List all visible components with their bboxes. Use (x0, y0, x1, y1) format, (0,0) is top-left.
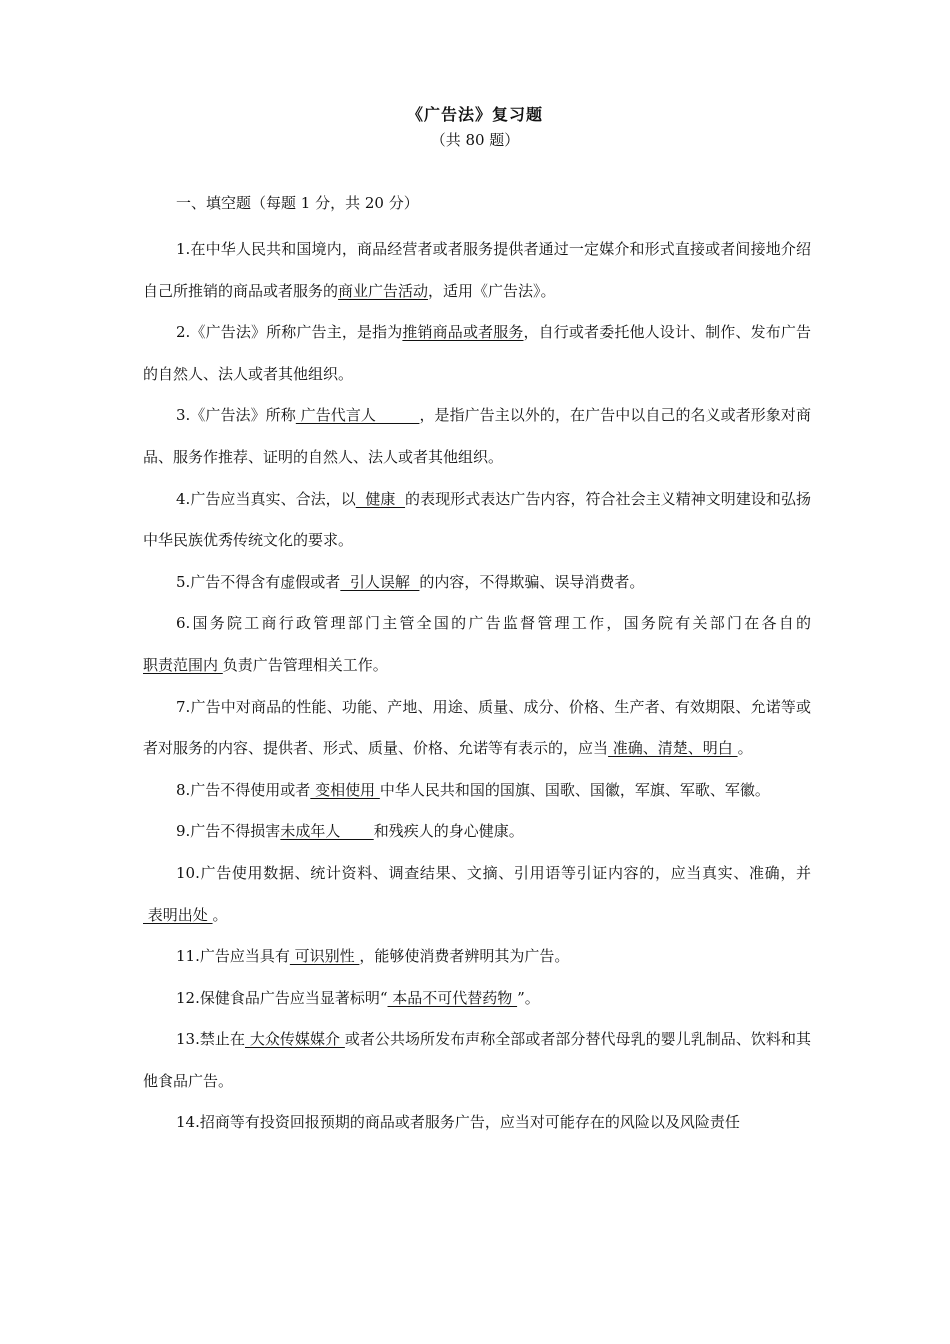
question-item (143, 853, 811, 936)
question-text: 。 (737, 739, 753, 758)
question-text: 10.广告使用数据、统计资料、调查结果、文摘、引用语等引证内容的，应当真实、准确，并 (176, 863, 811, 882)
question-item (143, 562, 811, 604)
question-item (143, 395, 811, 478)
question-text: 3.《广告法》所称 (176, 406, 296, 425)
question-text: 5.广告不得含有虚假或者 (176, 572, 341, 591)
question-item (143, 229, 811, 312)
question-text: 9.广告不得损害 (176, 822, 281, 841)
question-item (143, 770, 811, 812)
question-text: 和残疾人的身心健康。 (373, 822, 524, 841)
question-text: 1.在中华人民共和国境内，商品经营者或者服务提供者通过一定媒介和形式直接或者间接地介绍自己所推销的商品或者服务的 (143, 240, 811, 300)
question-text: 的表现形式表达广告内容，符合社会主义精神文明建设和弘扬中华民族优秀传统文化的要求。 (143, 489, 811, 550)
question-text: 2.《广告法》所称广告主，是指为 (176, 323, 403, 342)
question-item (143, 312, 811, 395)
question-item (143, 479, 811, 562)
question-item (143, 603, 811, 686)
question-text: 7.广告中对商品的性能、功能、产地、用途、质量、成分、价格、生产者、有效期限、允诺等或者对服务的内容、提供者、形式、质量、价格、允诺等有表示的，应当 (143, 697, 811, 758)
question-text: ，能够使消费者辨明其为广告。 (359, 947, 570, 966)
question-text: 13.禁止在 (176, 1030, 246, 1049)
question-text: ，自行或者委托他人设计、制作、发布广告的自然人、法人或者其他组织。 (143, 323, 811, 383)
question-text: ”。 (517, 988, 540, 1007)
answer-blank: 引人误解 (340, 572, 420, 591)
question-list (143, 229, 811, 1144)
question-item (143, 1102, 811, 1144)
question-text: 。 (212, 905, 228, 924)
question-item (143, 936, 811, 978)
answer-blank: 未成年人 (280, 822, 374, 841)
document-title: 《广告法》复习题 (406, 105, 543, 124)
question-text: 的内容，不得欺骗、误导消费者。 (419, 572, 645, 591)
question-item (143, 811, 811, 853)
answer-blank: 推销商品或者服务 (402, 323, 524, 342)
question-text: 6.国务院工商行政管理部门主管全国的广告监督管理工作，国务院有关部门在各自的 (176, 614, 811, 633)
answer-blank: 本品不可代替药物 (387, 988, 518, 1007)
question-item (143, 687, 811, 770)
answer-blank: 商业广告活动 (338, 281, 429, 300)
question-text: 12.保健食品广告应当显著标明“ (176, 988, 388, 1007)
section-heading: 一、填空题（每题 1 分，共 20 分） (176, 194, 419, 212)
question-item (143, 1019, 811, 1102)
answer-blank: 可识别性 (289, 947, 360, 966)
question-text: ，是指广告主以外的，在广告中以自己的名义或者形象对商品、服务作推荐、证明的自然人、法人或者其他组织。 (143, 406, 811, 466)
question-text: 8.广告不得使用或者 (176, 780, 311, 799)
answer-blank: 大众传媒媒介 (245, 1030, 345, 1049)
answer-blank: 表明出处 (143, 905, 213, 924)
question-text: ，适用《广告法》。 (428, 281, 556, 300)
question-text: 11.广告应当具有 (176, 947, 290, 966)
question-text: 或者公共场所发布声称全部或者部分替代母乳的婴儿乳制品、饮料和其他食品广告。 (143, 1030, 811, 1090)
question-text: 中华人民共和国的国旗、国歌、国徽，军旗、军歌、军徽。 (379, 780, 770, 799)
question-item (143, 978, 811, 1020)
answer-blank: 广告代言人 (295, 406, 420, 425)
question-text: 负责广告管理相关工作。 (222, 655, 388, 674)
document-subtitle: （共 80 题） (430, 131, 520, 149)
answer-blank: 变相使用 (310, 780, 380, 799)
answer-blank: 准确、清楚、明白 (608, 739, 738, 758)
answer-blank: 健康 (355, 489, 406, 508)
answer-blank: 职责范围内 (143, 655, 223, 674)
question-text: 4.广告应当真实、合法，以 (176, 489, 356, 508)
question-text: 14.招商等有投资回报预期的商品或者服务广告，应当对可能存在的风险以及风险责任 (176, 1113, 740, 1132)
